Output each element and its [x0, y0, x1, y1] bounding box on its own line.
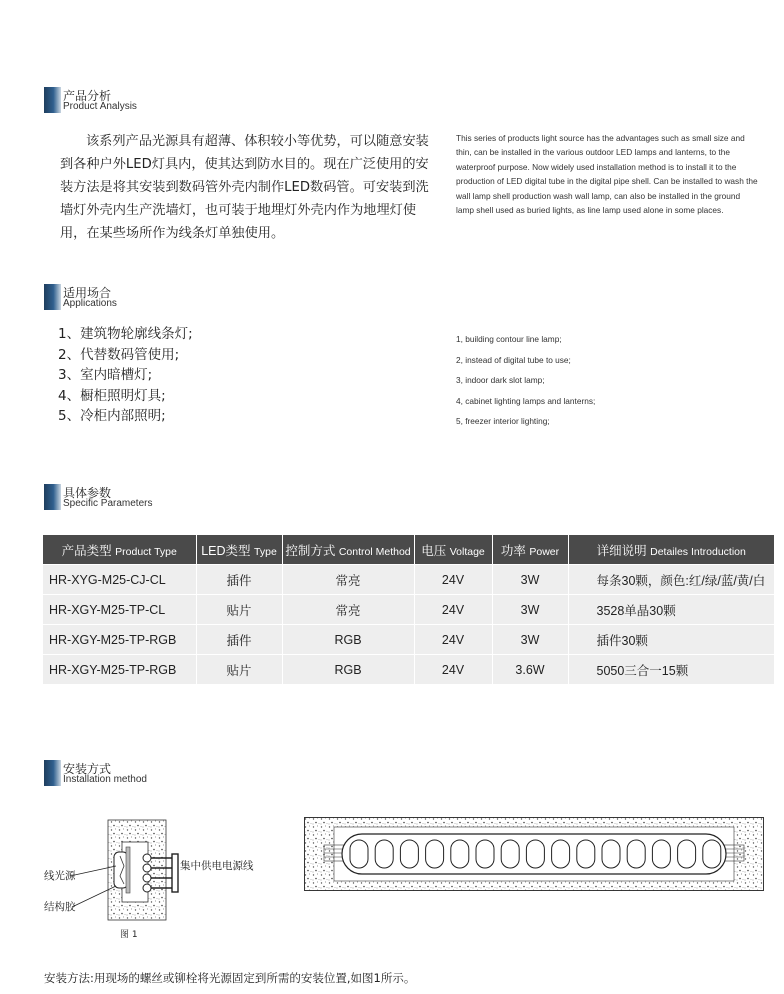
list-item: 2、代替数码管使用; — [58, 346, 180, 363]
led-bead — [426, 840, 444, 868]
table-cell: 5050三合一15颗 — [568, 655, 774, 685]
list-item: 5, freezer interior lighting; — [456, 416, 550, 426]
table-cell: HR-XGY-M25-TP-RGB — [43, 625, 196, 655]
header-control-method: 控制方式 Control Method — [282, 535, 414, 565]
table-header-row — [43, 535, 774, 565]
led-bead — [652, 840, 670, 868]
header-product-type: 产品类型 Product Type — [43, 535, 196, 565]
list-item: 5、冷柜内部照明; — [58, 408, 166, 424]
table-cell: 插件 — [196, 625, 282, 655]
table-cell: HR-XGY-M25-TP-CL — [43, 595, 196, 625]
list-item: 4, cabinet lighting lamps and lanterns; — [456, 395, 596, 406]
led-bead — [627, 840, 645, 868]
table-row — [43, 625, 774, 655]
section-title-cn: 适用场合 — [63, 286, 112, 300]
section-title-en: Installation method — [63, 774, 147, 785]
table-cell: 3W — [492, 595, 568, 625]
table-cell: 3W — [492, 565, 568, 595]
led-strip — [324, 834, 744, 874]
table-row — [43, 655, 774, 685]
led-bead — [350, 840, 368, 868]
section-marker — [44, 484, 61, 510]
table-cell: 贴片 — [196, 655, 282, 685]
table-cell: 每条30颗，颜色:红/绿/蓝/黄/白 — [568, 565, 774, 595]
header-led-type: LED类型 Type — [196, 535, 282, 565]
section-title-en: Applications — [63, 298, 117, 309]
led-bead — [375, 840, 393, 868]
table-row — [43, 565, 774, 595]
label-power-cable: 集中供电电源线 — [180, 860, 254, 872]
list-item: 3、室内暗槽灯; — [58, 367, 153, 383]
led-bead — [476, 840, 494, 868]
installation-top-view-diagram — [304, 817, 764, 891]
table-cell: RGB — [282, 655, 414, 685]
table-cell: 3W — [492, 625, 568, 655]
section-title-cn: 具体参数 — [63, 486, 112, 500]
list-item: 4、橱柜照明灯具; — [58, 387, 166, 404]
figure-caption: 图 1 — [120, 930, 138, 940]
table-cell: 贴片 — [196, 595, 282, 625]
table-cell: 常亮 — [282, 565, 414, 595]
light-source-tube — [114, 847, 130, 893]
led-bead — [451, 840, 469, 868]
table-row — [43, 595, 774, 625]
section-marker — [44, 284, 61, 310]
table-cell: RGB — [282, 625, 414, 655]
analysis-text-cn: 该系列产品光源具有超薄、体积较小等优势，可以随意安装到各种户外LED灯具内，使其达到防水目的。现在广泛使用的安装方法是将其安装到数码管外壳内制作LED数码管。可安装到洗墙灯外壳内生产洗墙灯，也可装于地埋灯外壳内作为地埋灯使用，在某些场所作为线条灯单独使用。 — [60, 134, 429, 241]
table-cell: 3.6W — [492, 655, 568, 685]
analysis-text-en: This series of products light source has the advantages such as small size and thin, can be installed in the various outdoor LED lamps and lanterns, to the waterproof purpose. Now widely used installation method is to install it to the production of LED digital tube in the digital pipe shell. Can be installed to wash the wall lamp shell production wash wall lamp, can also be installed in the ground lamp shell used as buried lights, as line lamp used alone in some places. — [456, 133, 758, 216]
installation-cross-section-diagram — [30, 812, 270, 947]
table-cell: 插件 — [196, 565, 282, 595]
section-title-cn: 安装方式 — [63, 762, 112, 776]
led-beads — [350, 840, 721, 868]
list-item: 1, building contour line lamp; — [456, 334, 562, 344]
header-voltage: 电压 Voltage — [414, 535, 492, 565]
section-marker — [44, 760, 61, 786]
section-title-en: Specific Parameters — [63, 498, 153, 509]
led-bead — [526, 840, 544, 868]
table-cell: 插件30颗 — [568, 625, 774, 655]
led-bead — [577, 840, 595, 868]
led-bead — [400, 840, 418, 868]
label-structural-glue: 结构胶 — [44, 901, 76, 913]
list-item: 2, instead of digital tube to use; — [456, 354, 571, 365]
table-cell: 常亮 — [282, 595, 414, 625]
header-power: 功率 Power — [492, 535, 568, 565]
section-title-en: Product Analysis — [63, 101, 137, 112]
table-cell: 24V — [414, 655, 492, 685]
section-title-cn: 产品分析 — [63, 89, 112, 103]
table-cell: 24V — [414, 595, 492, 625]
led-bead — [501, 840, 519, 868]
section-marker — [44, 87, 61, 113]
installation-note: 安装方法:用现场的螺丝或铆栓将光源固定到所需的安装位置,如图1所示。 — [44, 971, 416, 985]
table-cell: 24V — [414, 625, 492, 655]
table-cell: 3528单晶30颗 — [568, 595, 774, 625]
table-cell: HR-XGY-M25-TP-RGB — [43, 655, 196, 685]
led-bead — [602, 840, 620, 868]
parameters-table — [43, 535, 774, 684]
table-cell: HR-XYG-M25-CJ-CL — [43, 565, 196, 595]
list-item: 3, indoor dark slot lamp; — [456, 375, 545, 385]
led-bead — [552, 840, 570, 868]
applications-list-en — [456, 329, 595, 432]
applications-list-cn — [58, 324, 193, 427]
led-bead — [678, 840, 696, 868]
header-details: 详细说明 Detailes Introduction — [568, 535, 774, 565]
label-light-source: 线光源 — [44, 870, 76, 882]
table-cell: 24V — [414, 565, 492, 595]
led-bead — [703, 840, 721, 868]
list-item: 1、建筑物轮廓线条灯; — [58, 326, 193, 342]
